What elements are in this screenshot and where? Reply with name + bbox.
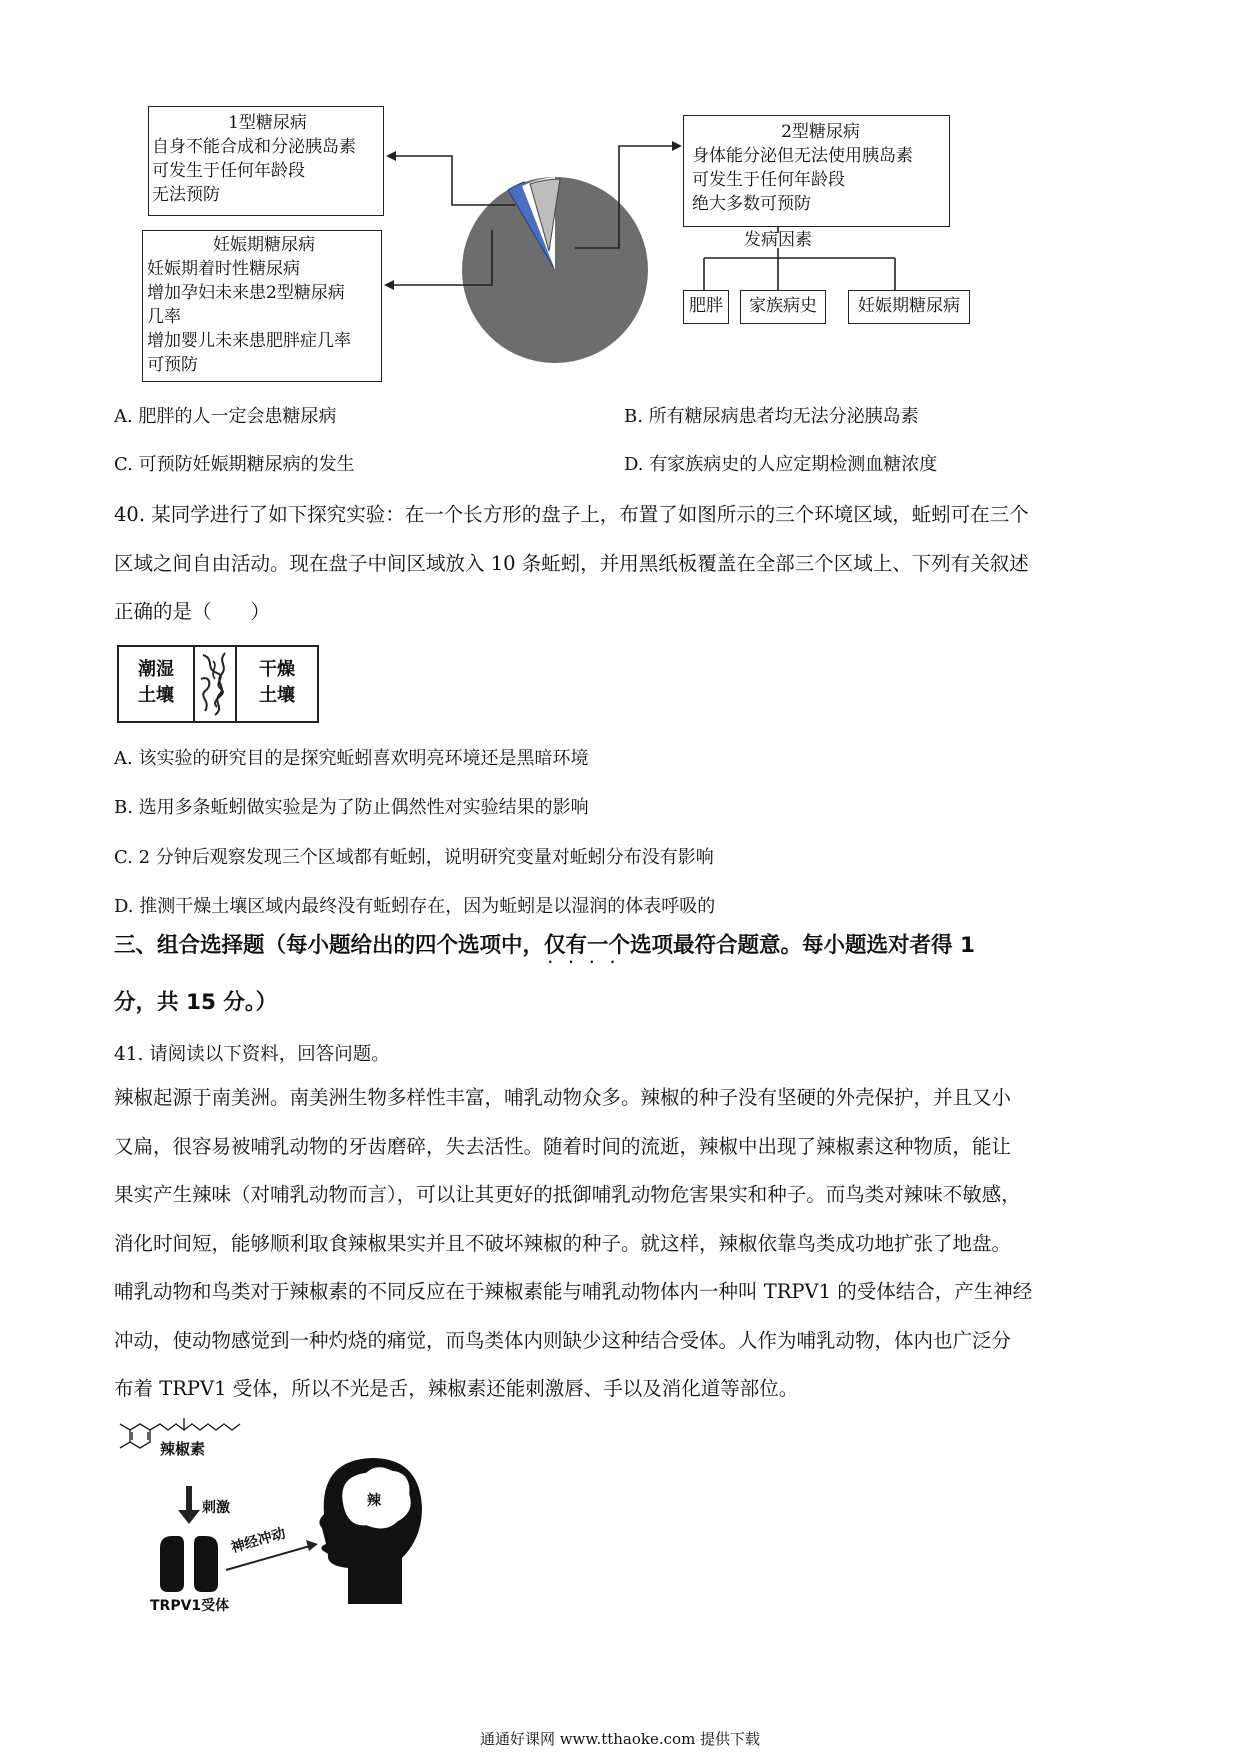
type1-arrowhead [386, 151, 396, 161]
page-footer: 通通好课网 www.tthaoke.com 提供下载 [479, 1730, 761, 1748]
stimulate-label: 刺激 [202, 1500, 230, 1516]
q39-option-d: D. 有家族病史的人应定期检测血糖浓度 [624, 454, 938, 475]
earthworms-icon [195, 649, 235, 719]
down-arrow-shaft [186, 1486, 192, 1512]
q41-passage-line-4: 消化时间短，能够顺利取食辣椒果实并且不破坏辣椒的种子。就这样，辣椒依靠鸟类成功地扩张了地盘。 [114, 1231, 1012, 1255]
dry-soil-label-1: 干燥 [259, 659, 295, 680]
q41-passage-line-6: 冲动，使动物感觉到一种灼烧的痛觉，而鸟类体内则缺少这种结合受体。人作为哺乳动物，体内也广泛分 [114, 1328, 1012, 1352]
q40-line-3: 正确的是（ ） [114, 600, 271, 623]
gestational-line-3: 几率 [147, 307, 181, 327]
type1-line-2: 可发生于任何年龄段 [152, 161, 305, 181]
moist-soil-label-1: 潮湿 [138, 659, 174, 680]
trpv1-receptor-label: TRPV1受体 [150, 1598, 230, 1614]
q40-line-1: 40. 某同学进行了如下探究实验：在一个长方形的盘子上，布置了如图所示的三个环境区域，蚯蚓可在三个 [114, 503, 1029, 526]
q40-option-b: B. 选用多条蚯蚓做实验是为了防止偶然性对实验结果的影响 [114, 797, 589, 818]
dry-soil-label-2: 土壤 [259, 685, 295, 706]
capsaicin-label: 辣椒素 [160, 1440, 206, 1458]
factor-obesity: 肥胖 [683, 290, 729, 324]
gestational-line-5: 可预防 [147, 355, 198, 375]
factors-label: 发病因素 [744, 230, 812, 250]
section-3-heading [114, 928, 975, 959]
moist-soil-label-2: 土壤 [138, 685, 174, 706]
section-3-heading-emphasis: 仅有一个 · · · · [544, 933, 630, 958]
nerve-impulse-label: 神经冲动 [229, 1525, 288, 1557]
type2-line-3: 绝大多数可预防 [692, 194, 811, 214]
type2-arrowhead [672, 141, 682, 151]
factor-gestational: 妊娠期糖尿病 [848, 290, 970, 324]
gestational-line-4: 增加婴儿未来患肥胖症几率 [147, 331, 351, 351]
q40-line-2: 区域之间自由活动。现在盘子中间区域放入 10 条蚯蚓，并用黑纸板覆盖在全部三个区域上、下列有关叙述 [114, 551, 1029, 575]
q40-option-d: D. 推测干燥土壤区域内最终没有蚯蚓存在，因为蚯蚓是以湿润的体表呼吸的 [114, 896, 716, 917]
q39-option-a: A. 肥胖的人一定会患糖尿病 [114, 406, 337, 427]
type1-line-3: 无法预防 [152, 185, 220, 205]
q39-option-b: B. 所有糖尿病患者均无法分泌胰岛素 [624, 406, 919, 427]
section-3-heading-part1: 三、组合选择题（每小题给出的四个选项中， [114, 933, 545, 958]
q41-passage-line-1: 辣椒起源于南美洲。南美洲生物多样性丰富，哺乳动物众多。辣椒的种子没有坚硬的外壳保护，并且又小 [114, 1086, 1012, 1109]
q40-option-a: A. 该实验的研究目的是探究蚯蚓喜欢明亮环境还是黑暗环境 [114, 748, 589, 769]
diabetes-diagram-graphics [0, 0, 1240, 400]
q41-passage [114, 1074, 1134, 1414]
type2-line-2: 可发生于任何年龄段 [692, 170, 845, 190]
type1-title: 1型糖尿病 [228, 113, 307, 133]
section-3-heading-part3: 选项最符合题意。每小题选对者得 1 [630, 933, 975, 958]
q41-passage-line-2: 又扁，很容易被哺乳动物的牙齿磨碎，失去活性。随着时间的流逝，辣椒中出现了辣椒素这种物质，能让 [114, 1134, 1012, 1158]
gestational-arrowhead [384, 280, 394, 290]
moist-soil-label [119, 657, 193, 709]
gestational-line-2: 增加孕妇未来患2型糖尿病 [147, 283, 345, 303]
impulse-arrow-head [306, 1540, 318, 1551]
q40-option-c: C. 2 分钟后观察发现三个区域都有蚯蚓，说明研究变量对蚯蚓分布没有影响 [114, 847, 714, 868]
type1-line-1: 自身不能合成和分泌胰岛素 [152, 137, 356, 157]
q39-option-c: C. 可预防妊娠期糖尿病的发生 [114, 454, 355, 475]
gestational-line-1: 妊娠期着时性糖尿病 [147, 259, 300, 279]
gestational-title: 妊娠期糖尿病 [213, 235, 315, 255]
type2-line-1: 身体能分泌但无法使用胰岛素 [692, 146, 913, 166]
down-arrow-head [178, 1510, 200, 1524]
dry-soil-label [237, 657, 317, 709]
q41-passage-line-5: 哺乳动物和鸟类对于辣椒素的不同反应在于辣椒素能与哺乳动物体内一种叫 TRPV1 的受体结合，产生神经 [114, 1280, 1033, 1303]
trpv1-receptor-icon [160, 1536, 218, 1592]
factor-family-history: 家族病史 [740, 290, 826, 324]
q40-stem [114, 491, 1134, 637]
brain-spicy-label: 辣 [367, 1493, 381, 1509]
q41-passage-line-3: 果实产生辣味（对哺乳动物而言），可以让其更好的抵御哺乳动物危害果实和种子。而鸟类对辣味不敏感， [114, 1183, 1021, 1206]
earthworm-tray-figure [117, 645, 319, 723]
q41-intro: 41. 请阅读以下资料，回答问题。 [114, 1044, 390, 1065]
q41-passage-line-7: 布着 TRPV1 受体，所以不光是舌，辣椒素还能刺激唇、手以及消化道等部位。 [114, 1377, 799, 1400]
type2-title: 2型糖尿病 [781, 122, 860, 142]
section-3-heading-line2: 分，共 15 分。） [114, 990, 278, 1015]
